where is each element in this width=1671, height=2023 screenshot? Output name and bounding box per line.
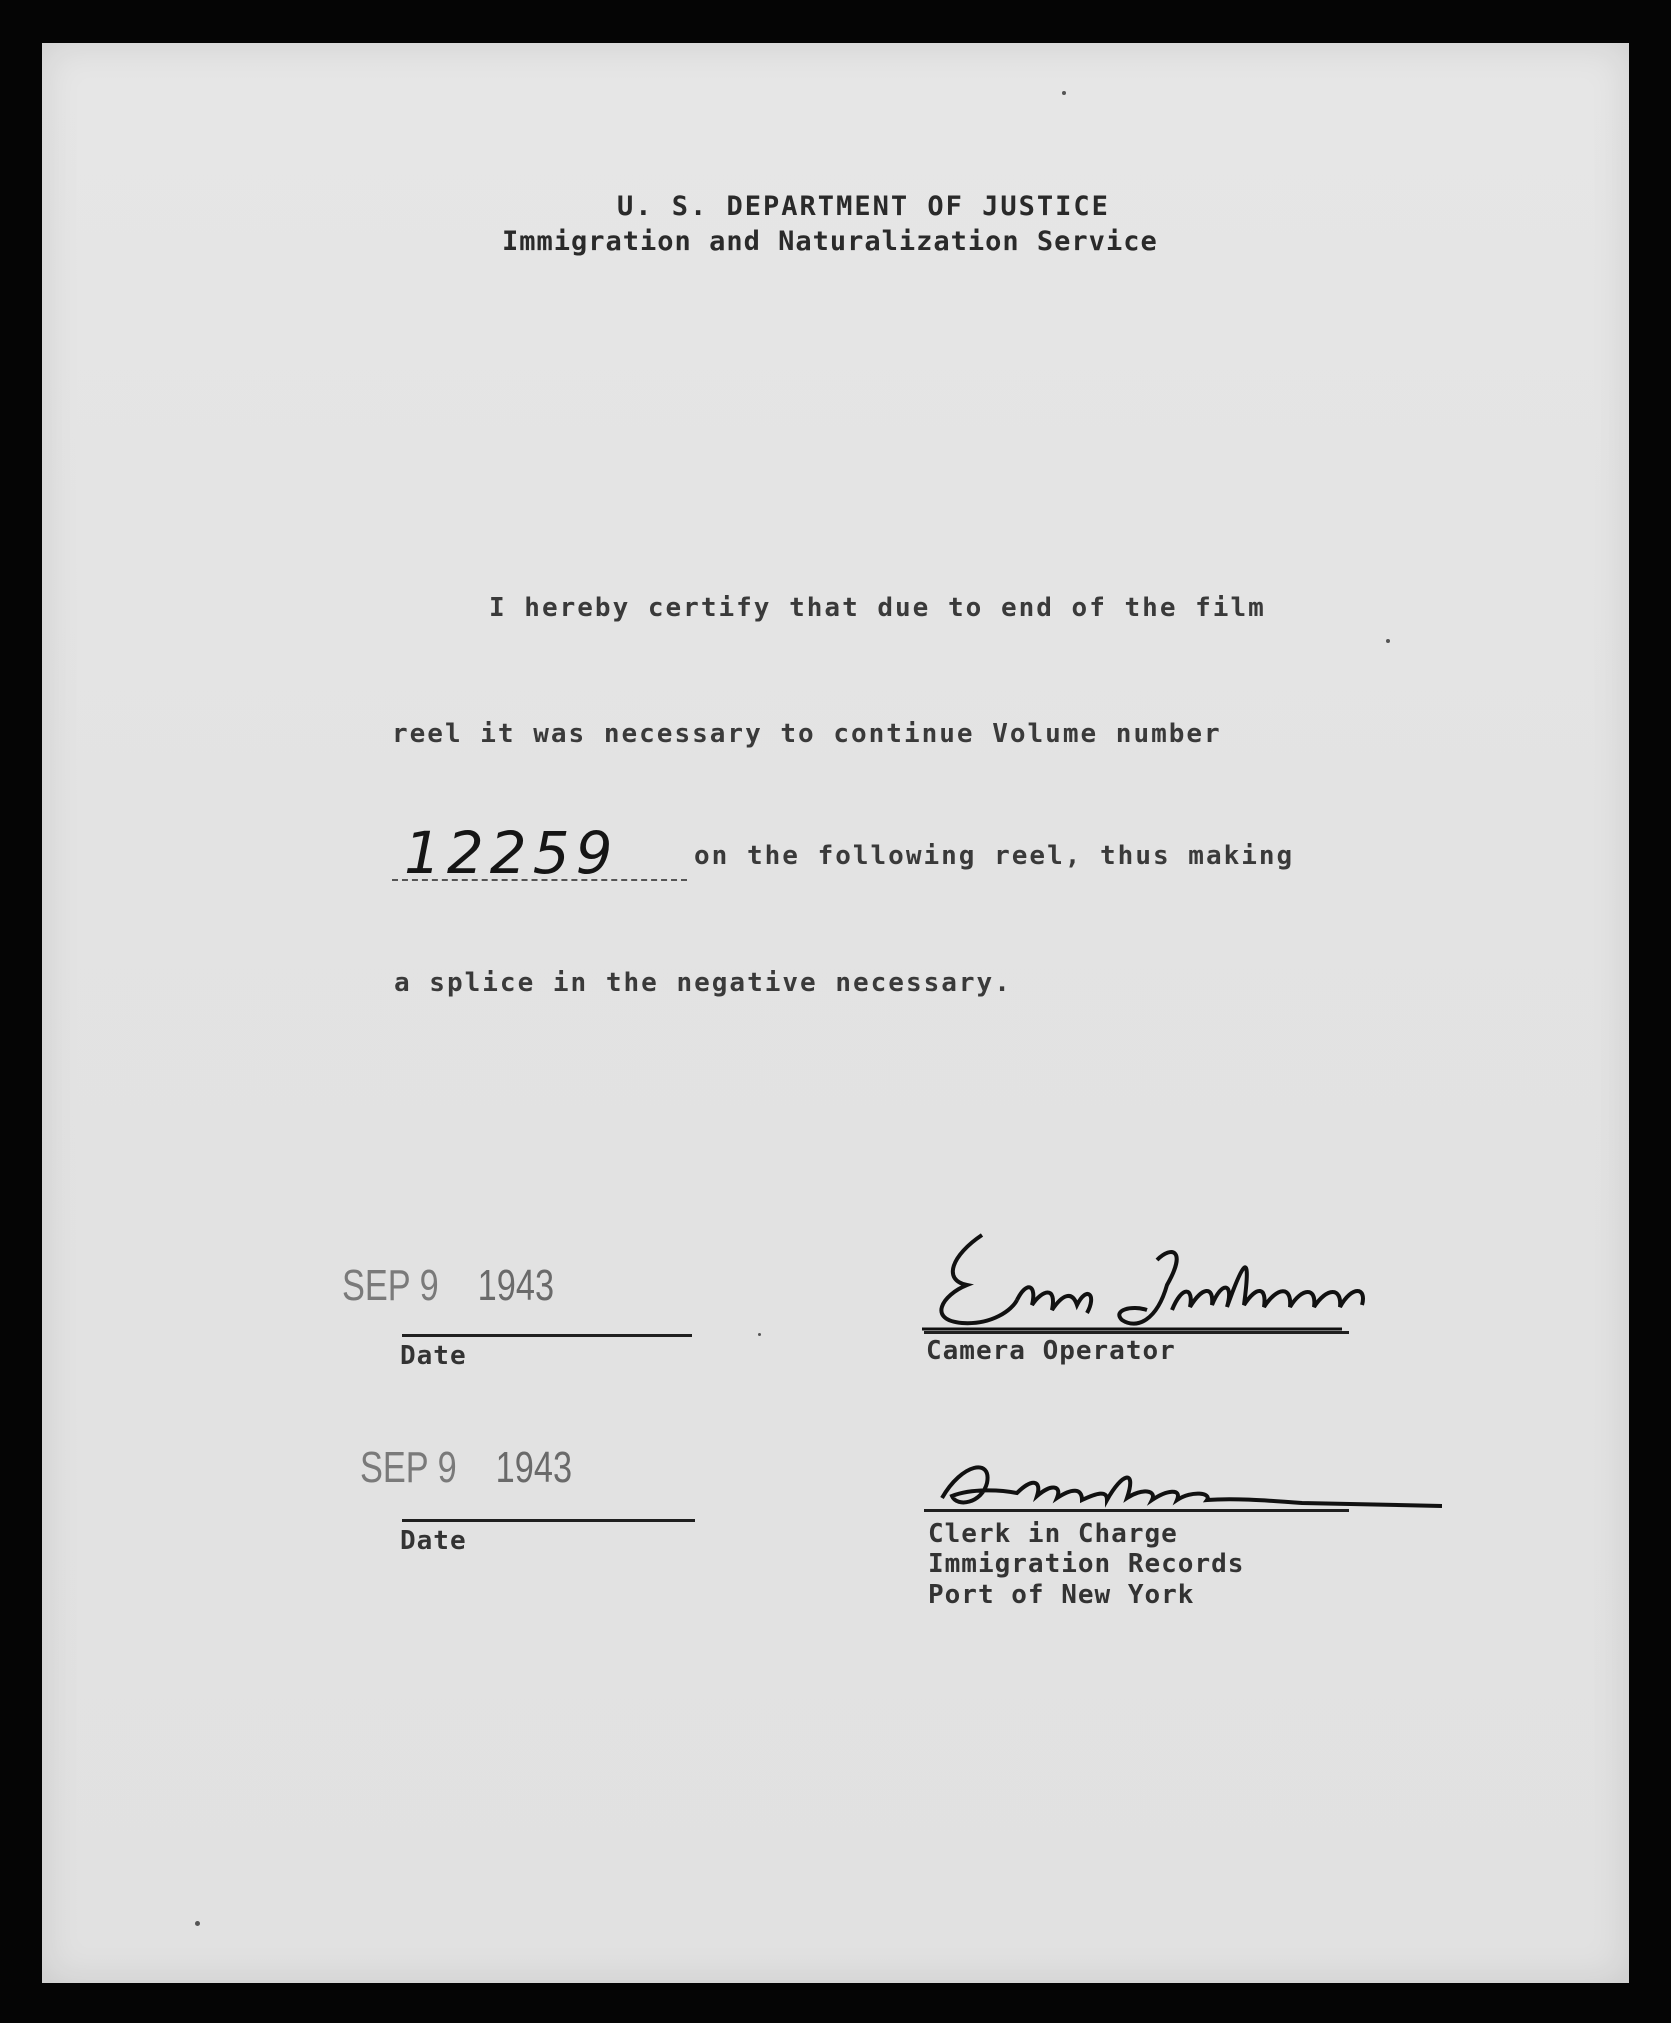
scan-speck [1062, 91, 1066, 95]
date-line-clerk [402, 1519, 695, 1522]
scan-speck [195, 1921, 200, 1926]
volume-number-handwritten: 12259 [404, 819, 619, 887]
stamp-date: SEP 9 [342, 1261, 439, 1310]
operator-signature [922, 1225, 1442, 1335]
certificate-line-1: I hereby certify that due to end of the film [489, 593, 1266, 623]
date-line-operator [402, 1334, 692, 1337]
stamp-year: 1943 [477, 1261, 555, 1310]
clerk-label-line-3: Port of New York [928, 1580, 1195, 1610]
stamp-date: SEP 9 [360, 1443, 457, 1492]
department-heading: U. S. DEPARTMENT OF JUSTICE [617, 191, 1110, 222]
date-stamp-operator [342, 1261, 554, 1311]
certificate-line-3: on the following reel, thus making [694, 841, 1295, 871]
date-label-clerk: Date [400, 1526, 467, 1556]
service-heading: Immigration and Naturalization Service [502, 226, 1158, 257]
clerk-label-line-1: Clerk in Charge [928, 1519, 1178, 1549]
clerk-signature [922, 1448, 1442, 1518]
camera-operator-label: Camera Operator [926, 1336, 1176, 1366]
certificate-line-2: reel it was necessary to continue Volume number [392, 719, 1222, 749]
scan-speck [1386, 639, 1390, 643]
stamp-year: 1943 [495, 1443, 573, 1492]
scan-speck [758, 1333, 761, 1336]
clerk-label-line-2: Immigration Records [928, 1549, 1245, 1579]
signature-line-clerk [924, 1509, 1349, 1512]
signature-line-operator [924, 1331, 1349, 1334]
certificate-line-4: a splice in the negative necessary. [394, 968, 1012, 998]
volume-number-blank [392, 879, 687, 881]
paper-sheet [42, 43, 1629, 1983]
date-label-operator: Date [400, 1341, 467, 1371]
date-stamp-clerk [360, 1443, 572, 1493]
